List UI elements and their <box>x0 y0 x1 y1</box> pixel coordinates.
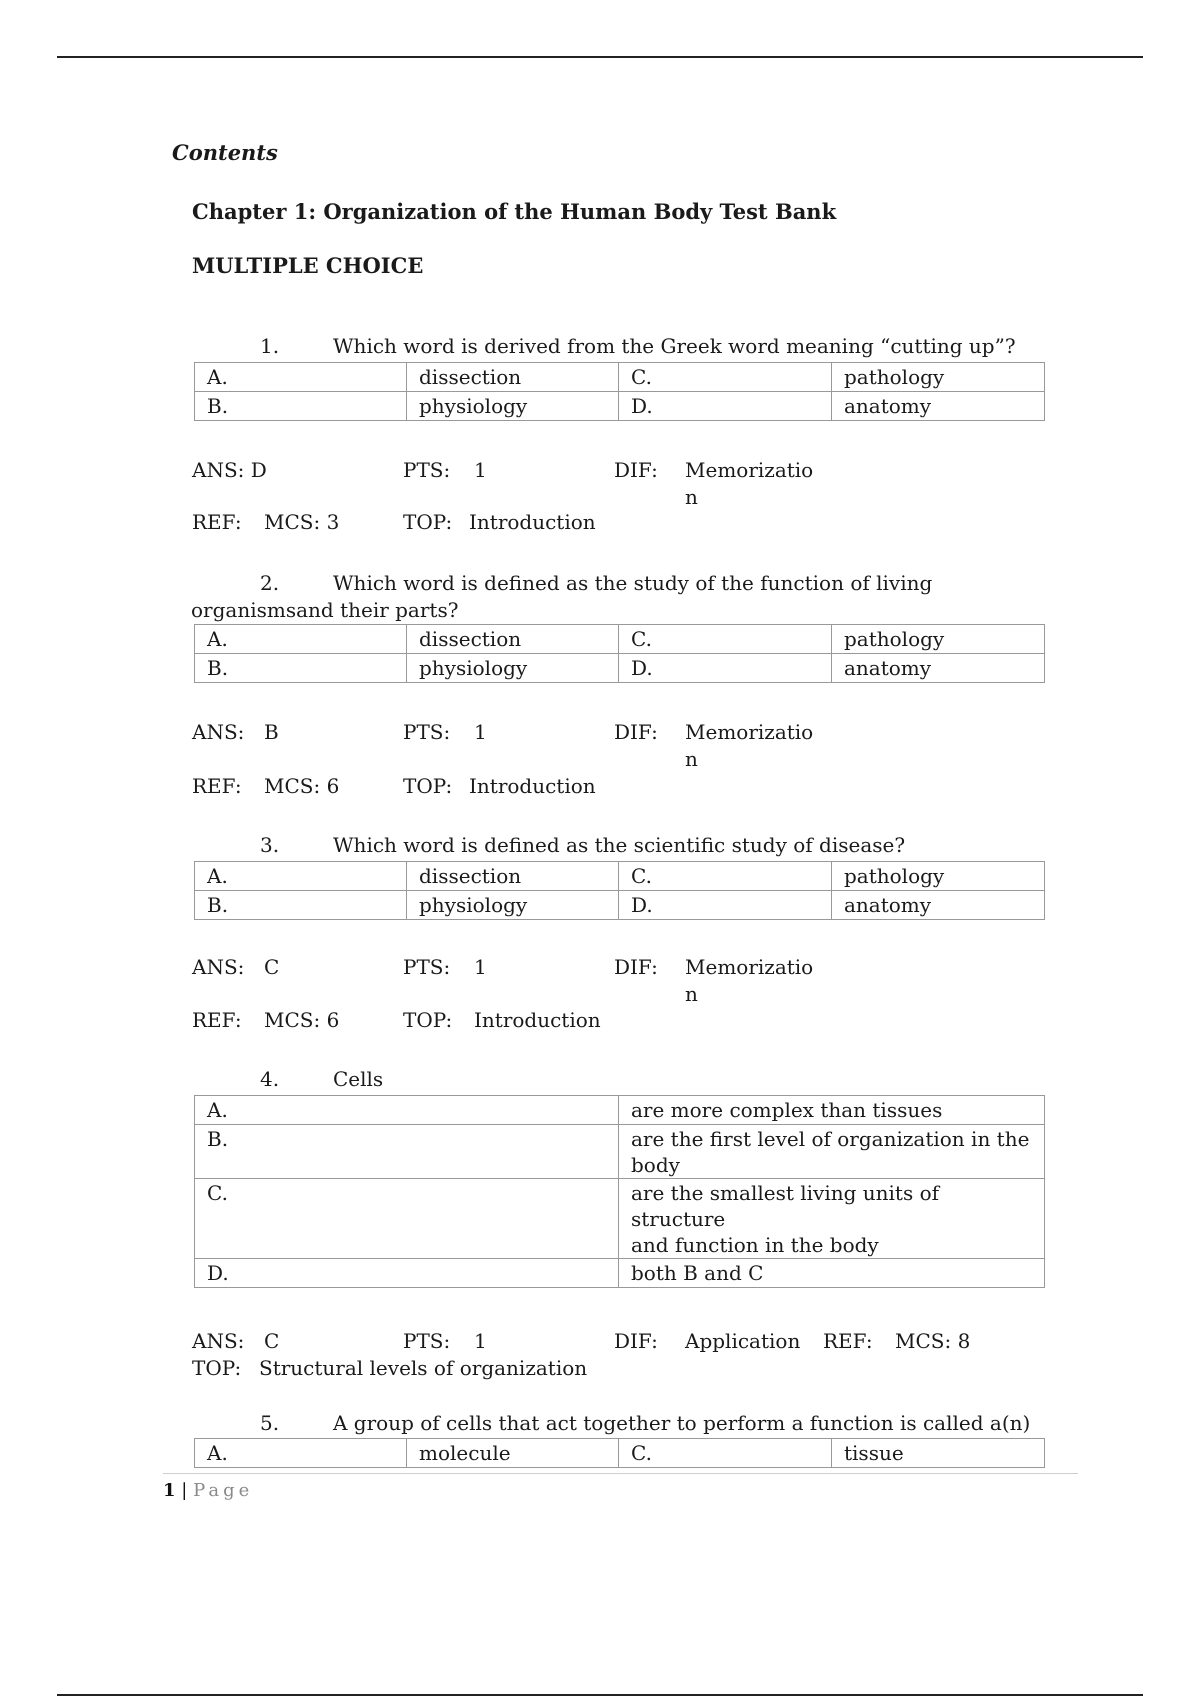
difficulty-value: Memorizatio <box>685 458 814 482</box>
answer-label: ANS: <box>192 955 245 979</box>
reference-label: REF: <box>192 510 242 534</box>
option-text: pathology <box>832 625 1045 654</box>
answer-value: B <box>264 720 279 744</box>
answer-label: ANS: <box>192 1329 245 1353</box>
difficulty-label: DIF: <box>614 720 658 744</box>
table-row <box>195 625 1045 654</box>
difficulty-value: Memorizatio <box>685 955 814 979</box>
topic-value: Structural levels of organization <box>259 1356 588 1380</box>
option-text: both B and C <box>619 1259 1045 1288</box>
bottom-rule <box>57 1694 1143 1696</box>
option-text: pathology <box>832 862 1045 891</box>
option-letter: C. <box>619 1439 832 1468</box>
option-letter: A. <box>195 862 407 891</box>
topic-label: TOP: <box>403 1008 453 1032</box>
section-heading: MULTIPLE CHOICE <box>192 253 424 278</box>
answer-value: C <box>264 1329 280 1353</box>
option-text: dissection <box>407 363 619 392</box>
reference-value: MCS: 6 <box>264 1008 340 1032</box>
option-letter: A. <box>195 1096 619 1125</box>
option-text: are more complex than tissues <box>619 1096 1045 1125</box>
option-text: molecule <box>407 1439 619 1468</box>
difficulty-label: DIF: <box>614 458 658 482</box>
option-letter: D. <box>619 891 832 920</box>
table-row <box>195 654 1045 683</box>
options-table-1 <box>194 362 1045 421</box>
option-text-line: are the smallest living units of <box>631 1181 940 1205</box>
table-row <box>195 1125 1045 1179</box>
reference-label: REF: <box>823 1329 873 1353</box>
option-text: anatomy <box>832 891 1045 920</box>
answer: ANS: D <box>192 458 267 482</box>
top-rule <box>57 56 1143 58</box>
points-value: 1 <box>474 1329 487 1353</box>
question-number: 4. <box>260 1067 280 1091</box>
option-text <box>619 1125 1045 1179</box>
page-word: Page <box>193 1480 254 1501</box>
difficulty-label: DIF: <box>614 955 658 979</box>
table-row <box>195 392 1045 421</box>
option-letter: B. <box>195 891 407 920</box>
difficulty-label: DIF: <box>614 1329 658 1353</box>
options-table-3 <box>194 861 1045 920</box>
difficulty-value-wrap: n <box>685 485 698 509</box>
question-text: Cells <box>333 1067 384 1091</box>
table-row <box>195 1439 1045 1468</box>
answer-label: ANS: <box>192 720 245 744</box>
footer-separator: | <box>181 1480 188 1501</box>
option-text <box>619 1179 1045 1259</box>
options-table-2 <box>194 624 1045 683</box>
option-letter: B. <box>195 654 407 683</box>
question-number: 3. <box>260 833 280 857</box>
page-number: 1 <box>163 1480 176 1501</box>
option-text: pathology <box>832 363 1045 392</box>
question-text: Which word is defined as the scientific study of disease? <box>333 833 906 857</box>
difficulty-value-wrap: n <box>685 747 698 771</box>
topic-value: Introduction <box>469 510 596 534</box>
option-text: physiology <box>407 392 619 421</box>
table-row <box>195 1259 1045 1288</box>
option-letter: B. <box>195 392 407 421</box>
option-text: tissue <box>832 1439 1045 1468</box>
contents-heading: Contents <box>172 140 278 165</box>
points-label: PTS: <box>403 720 451 744</box>
table-row <box>195 363 1045 392</box>
option-text: dissection <box>407 862 619 891</box>
points-value: 1 <box>474 955 487 979</box>
option-letter: C. <box>195 1179 619 1259</box>
option-text-line: structure <box>631 1207 726 1231</box>
question-number: 2. <box>260 571 280 595</box>
topic-label: TOP: <box>403 774 453 798</box>
option-text: anatomy <box>832 654 1045 683</box>
question-number: 1. <box>260 334 280 358</box>
option-letter: D. <box>619 654 832 683</box>
footer-rule <box>163 1473 1078 1474</box>
option-text-line: are the first level of organization in the <box>631 1127 1030 1151</box>
difficulty-value: Application <box>685 1329 801 1353</box>
reference-label: REF: <box>192 774 242 798</box>
question-text-continued: organismsand their parts? <box>191 598 459 622</box>
question-text: Which word is defined as the study of the function of living <box>333 571 933 595</box>
question-number: 5. <box>260 1411 280 1435</box>
option-letter: B. <box>195 1125 619 1179</box>
option-text-line: and function in the body <box>631 1233 879 1257</box>
option-text: physiology <box>407 891 619 920</box>
difficulty-value: Memorizatio <box>685 720 814 744</box>
page-footer <box>163 1480 253 1501</box>
points-label: PTS: <box>403 955 451 979</box>
option-letter: A. <box>195 363 407 392</box>
option-letter: C. <box>619 625 832 654</box>
points-value: 1 <box>474 458 487 482</box>
answer-value: C <box>264 955 280 979</box>
table-row <box>195 1179 1045 1259</box>
question-text: A group of cells that act together to perform a function is called a(n) <box>333 1411 1031 1435</box>
chapter-title: Chapter 1: Organization of the Human Body Test Bank <box>192 199 837 224</box>
option-text-line: body <box>631 1153 680 1177</box>
option-letter: D. <box>195 1259 619 1288</box>
topic-value: Introduction <box>474 1008 601 1032</box>
points-label: PTS: <box>403 458 451 482</box>
table-row <box>195 862 1045 891</box>
reference-label: REF: <box>192 1008 242 1032</box>
option-text: anatomy <box>832 392 1045 421</box>
option-letter: C. <box>619 363 832 392</box>
reference-value: MCS: 6 <box>264 774 340 798</box>
points-value: 1 <box>474 720 487 744</box>
option-letter: D. <box>619 392 832 421</box>
option-letter: A. <box>195 1439 407 1468</box>
table-row <box>195 1096 1045 1125</box>
options-table-5 <box>194 1438 1045 1468</box>
option-text: dissection <box>407 625 619 654</box>
option-letter: C. <box>619 862 832 891</box>
difficulty-value-wrap: n <box>685 982 698 1006</box>
option-letter: A. <box>195 625 407 654</box>
topic-label: TOP: <box>192 1356 242 1380</box>
table-row <box>195 891 1045 920</box>
topic-value: Introduction <box>469 774 596 798</box>
points-label: PTS: <box>403 1329 451 1353</box>
reference-value: MCS: 8 <box>895 1329 971 1353</box>
option-text: physiology <box>407 654 619 683</box>
question-text: Which word is derived from the Greek word meaning “cutting up”? <box>333 334 1016 358</box>
reference-value: MCS: 3 <box>264 510 340 534</box>
options-table-4 <box>194 1095 1045 1288</box>
topic-label: TOP: <box>403 510 453 534</box>
